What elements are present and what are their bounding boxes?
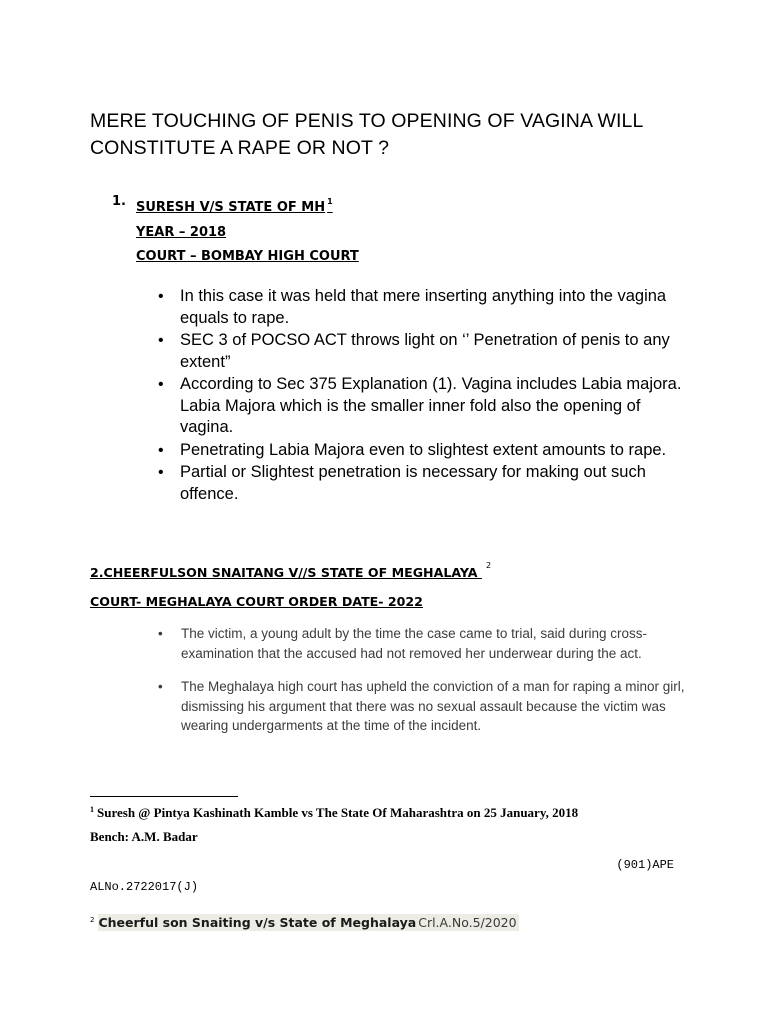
footnote-2-case-name: Cheerful son Snaiting v/s State of Meghalaya [98,915,417,930]
footnote-ref-2[interactable]: 2 [485,561,492,570]
case-1-name-text: SURESH V/S STATE OF MH [136,200,326,215]
case-1-number: 1. [112,194,126,209]
list-item: • Penetrating Labia Majora even to slightest extent amounts to rape. [156,440,686,462]
footnote-1-bench: Bench: A.M. Badar [90,829,198,844]
footnote-2 [90,910,519,933]
case-1-name [136,190,612,221]
footnote-1-mark: 1 [90,805,94,814]
footnote-1-text: Suresh @ Pintya Kashinath Kamble vs The State Of Maharashtra on 25 January, 2018 [97,805,579,820]
footnote-1-code-line-1: (901)APE [616,858,674,872]
case-1-year: YEAR – 2018 [136,224,227,240]
case-2-header [90,556,710,609]
case-2-court-line: COURT- MEGHALAYA COURT ORDER DATE- 2022 [90,594,423,609]
list-item: • In this case it was held that mere inserting anything into the vagina equals to rape. [156,286,686,329]
case-1-court: COURT – BOMBAY HIGH COURT [136,249,359,264]
case-2-bullet-list [158,624,688,750]
footnote-2-citation: Crl.A.No.5/2020 [418,915,517,930]
list-item: • The Meghalaya high court has upheld the conviction of a man for raping a minor girl, dismissing his argument that there was no sexual assault because the victim was wearing undergarments at the time of the incident. [158,677,688,736]
footnote-2-mark: 2 [90,916,95,924]
footnote-ref-1[interactable]: 1 [327,197,333,206]
footnote-separator [90,796,238,797]
list-item: • SEC 3 of POCSO ACT throws light on ‘’ Penetration of penis to any extent” [156,330,686,373]
list-item: • According to Sec 375 Explanation (1). Vagina includes Labia majora. Labia Majora which is the smaller inner fold also the opening of vagina. [156,374,686,439]
case-1-bullet-list [156,286,686,506]
case-1-header [112,190,612,270]
footnote-1-code-line-2: ALNo.2722017(J) [90,880,199,894]
case-2-heading: 2.CHEERFULSON SNAITANG V//S STATE OF MEGHALAYA [90,565,482,580]
footnote-1 [90,800,730,823]
list-item: • Partial or Slightest penetration is necessary for making out such offence. [156,462,686,505]
page-title: MERE TOUCHING OF PENIS TO OPENING OF VAGINA WILL CONSTITUTE A RAPE OR NOT ? [90,110,643,159]
list-item: • The victim, a young adult by the time the case came to trial, said during cross- examination that the accused had not removed her underwear during the act. [158,624,688,663]
